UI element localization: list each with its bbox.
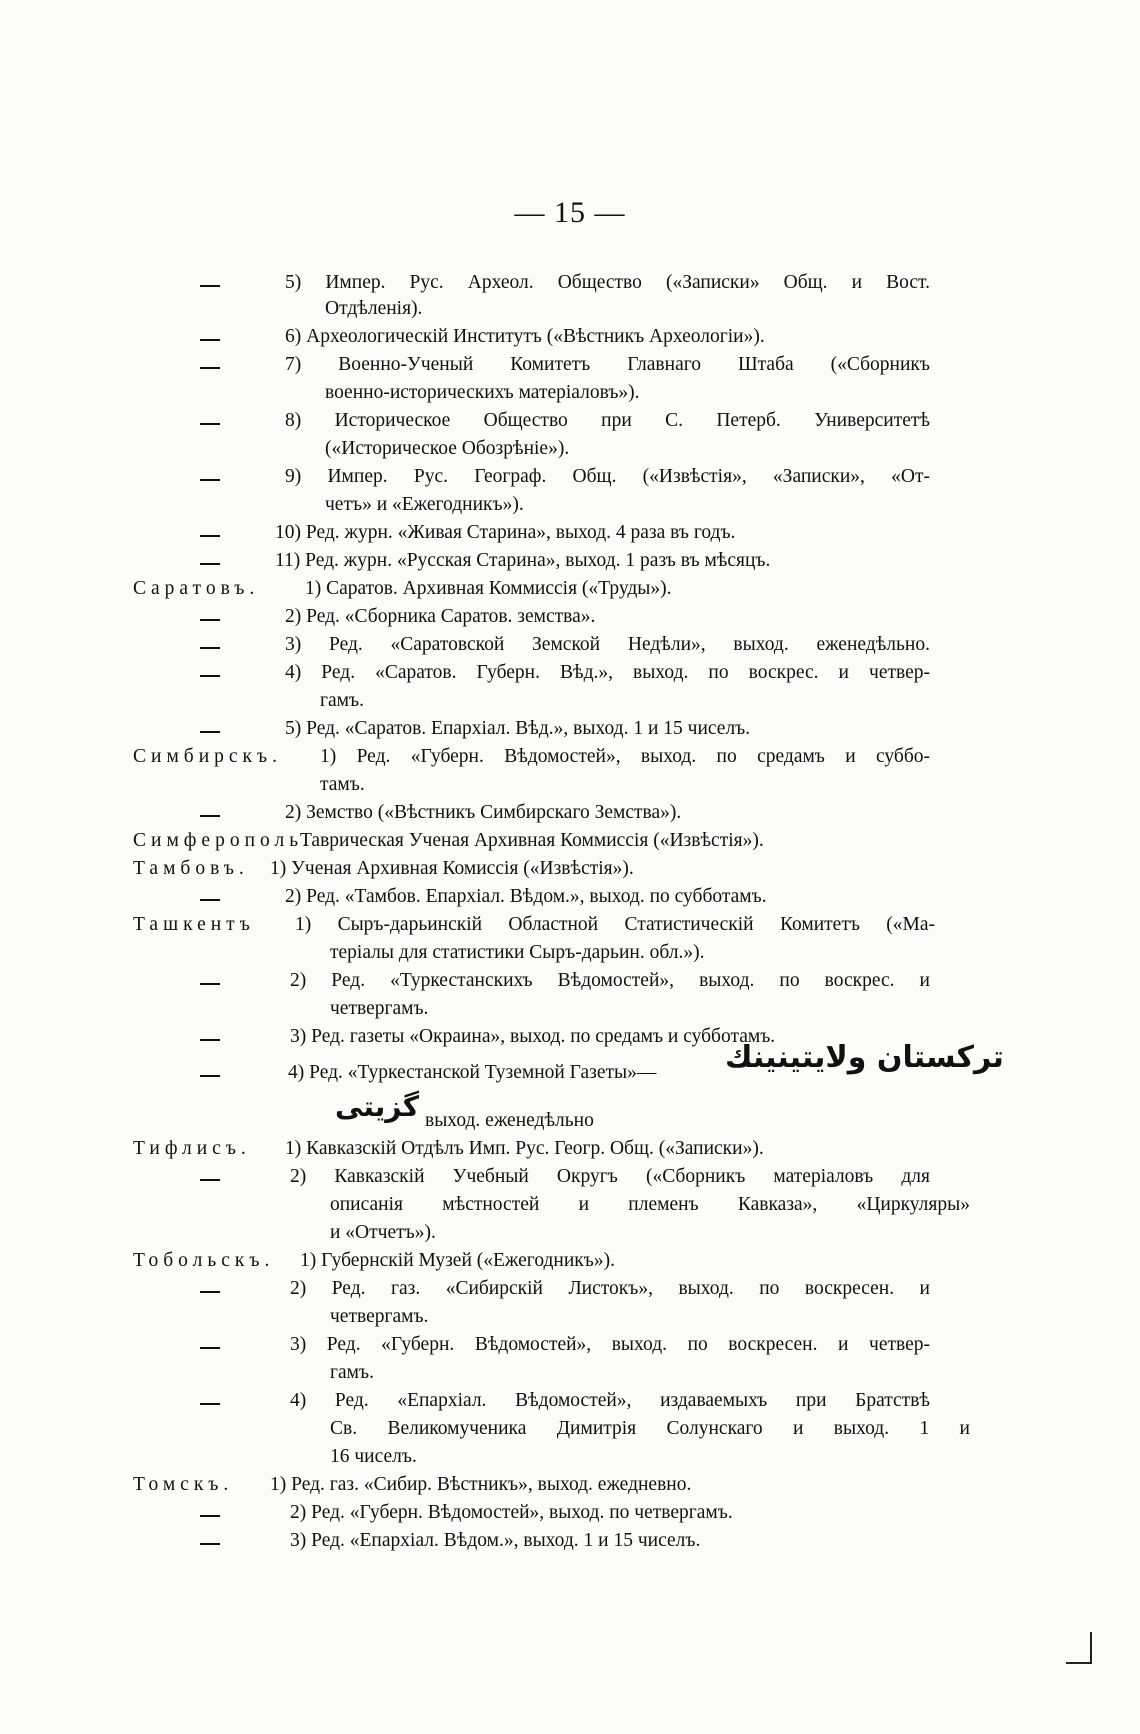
text-line: 4) Ред. «Туркестанской Туземной Газеты»— xyxy=(288,1062,657,1083)
text-line: 5) Ред. «Саратов. Епархіал. Вѣд.», выход. 1 и 15 чиселъ. xyxy=(285,718,751,739)
text-line: четъ» и «Ежегодникъ»). xyxy=(325,494,524,515)
em-dash-mark xyxy=(200,423,220,425)
text-line: четвергамъ. xyxy=(330,1306,429,1327)
em-dash-mark xyxy=(200,1179,220,1181)
text-line: теріалы для статистики Сыръ-дарьин. обл.»). xyxy=(330,942,705,963)
em-dash-mark xyxy=(200,731,220,733)
text-line: выход. еженедѣльно xyxy=(425,1110,594,1131)
text-line: 9) Импер. Рус. Географ. Общ. («Извѣстія», «Записки», «От- xyxy=(285,466,930,487)
text-line: 1) Кавказскій Отдѣлъ Имп. Рус. Геогр. Общ. («Записки»). xyxy=(285,1138,764,1159)
text-line: 2) Ред. «Туркестанскихъ Вѣдомостей», выход. по воскрес. и xyxy=(290,970,930,991)
text-line: 3) Ред. «Епархіал. Вѣдом.», выход. 1 и 15 чиселъ. xyxy=(290,1530,701,1551)
text-line: гамъ. xyxy=(330,1362,374,1383)
em-dash-mark xyxy=(200,339,220,341)
em-dash-mark xyxy=(200,479,220,481)
text-line: 1) Губернскій Музей («Ежегодникъ»). xyxy=(300,1250,615,1271)
text-line: 2) Земство («Вѣстникъ Симбирскаго Земства»). xyxy=(285,802,682,823)
city-heading: Томскъ. xyxy=(133,1474,234,1495)
text-line: («Историческое Обозрѣніе»). xyxy=(325,438,570,459)
city-heading: Симферополь. xyxy=(133,830,313,851)
text-line: Отдѣленія). xyxy=(325,298,423,319)
em-dash-mark xyxy=(200,647,220,649)
text-line: военно-историческихъ матеріаловъ»). xyxy=(325,382,640,403)
text-line: 1) Сыръ-дарьинскій Областной Статистическій Комитетъ («Ма- xyxy=(295,914,935,935)
em-dash-mark xyxy=(200,815,220,817)
text-line: 2) Кавказскій Учебный Округъ («Сборникъ матеріаловъ для xyxy=(290,1166,930,1187)
em-dash-mark xyxy=(200,1347,220,1349)
em-dash-mark xyxy=(200,563,220,565)
city-heading: Тифлисъ. xyxy=(133,1138,251,1159)
em-dash-mark xyxy=(200,1403,220,1405)
text-line: 10) Ред. журн. «Живая Старина», выход. 4 раза въ годъ. xyxy=(275,522,736,543)
text-line: 2) Ред. «Губерн. Вѣдомостей», выход. по четвергамъ. xyxy=(290,1502,733,1523)
text-line: 2) Ред. «Сборника Саратов. земства». xyxy=(285,606,596,627)
em-dash-mark xyxy=(200,675,220,677)
text-line: Св. Великомученика Димитрія Солунскаго и выход. 1 и xyxy=(330,1418,970,1439)
em-dash-mark xyxy=(200,983,220,985)
text-line: 4) Ред. «Епархіал. Вѣдомостей», издаваемыхъ при Братствѣ xyxy=(290,1390,930,1411)
text-line: 1) Ученая Архивная Комиссія («Извѣстія»). xyxy=(270,858,634,879)
em-dash-mark xyxy=(200,1075,220,1077)
em-dash-mark xyxy=(200,535,220,537)
text-line: 2) Ред. газ. «Сибирскій Листокъ», выход. по воскресен. и xyxy=(290,1278,930,1299)
city-heading: Саратовъ. xyxy=(133,578,260,599)
text-line: и «Отчетъ»). xyxy=(330,1222,436,1243)
text-line: 1) Ред. газ. «Сибир. Вѣстникъ», выход. ежедневно. xyxy=(270,1474,692,1495)
text-line: 1) Саратов. Архивная Коммиссія («Труды»). xyxy=(305,578,672,599)
text-line: четвергамъ. xyxy=(330,998,429,1019)
em-dash-mark xyxy=(200,619,220,621)
text-line: гамъ. xyxy=(320,690,364,711)
text-line: 6) Археологическій Институтъ («Вѣстникъ Археологіи»). xyxy=(285,326,765,347)
arabic-title-text: تركستان ولايتينينك xyxy=(725,1040,1004,1075)
text-line: 3) Ред. «Губерн. Вѣдомостей», выход. по воскресен. и четвер- xyxy=(290,1334,930,1355)
city-heading: Тамбовъ. xyxy=(133,858,249,879)
arabic-title-text-end: گزيتى xyxy=(335,1090,419,1123)
corner-crop-mark xyxy=(1066,1632,1092,1664)
text-line: описанія мѣстностей и племенъ Кавказа», «Циркуляры» xyxy=(330,1194,970,1215)
page-number: — 15 — xyxy=(514,196,626,229)
text-line: Таврическая Ученая Архивная Коммиссія («Извѣстія»). xyxy=(300,830,764,851)
city-heading: Ташкентъ xyxy=(133,914,255,935)
text-line: 8) Историческое Общество при С. Петерб. Университетѣ xyxy=(285,410,930,431)
text-line: 5) Импер. Рус. Археол. Общество («Записки» Общ. и Вост. xyxy=(285,272,930,293)
city-heading: Тобольскъ. xyxy=(133,1250,275,1271)
em-dash-mark xyxy=(200,1039,220,1041)
text-line: 11) Ред. журн. «Русская Старина», выход. 1 разъ въ мѣсяцъ. xyxy=(275,550,771,571)
em-dash-mark xyxy=(200,1291,220,1293)
text-line: 16 чиселъ. xyxy=(330,1446,417,1467)
text-line: 3) Ред. газеты «Окраина», выход. по средамъ и субботамъ. xyxy=(290,1026,776,1047)
text-line: 3) Ред. «Саратовской Земской Недѣли», выход. еженедѣльно. xyxy=(285,634,930,655)
em-dash-mark xyxy=(200,367,220,369)
text-line: 7) Военно-Ученый Комитетъ Главнаго Штаба («Сборникъ xyxy=(285,354,930,375)
em-dash-mark xyxy=(200,1543,220,1545)
city-heading: Симбирскъ. xyxy=(133,746,282,767)
em-dash-mark xyxy=(200,285,220,287)
em-dash-mark xyxy=(200,899,220,901)
text-line: 4) Ред. «Саратов. Губерн. Вѣд.», выход. по воскрес. и четвер- xyxy=(285,662,930,683)
text-line: 1) Ред. «Губерн. Вѣдомостей», выход. по средамъ и суббо- xyxy=(320,746,930,767)
text-line: тамъ. xyxy=(320,774,365,795)
text-line: 2) Ред. «Тамбов. Епархіал. Вѣдом.», выход. по субботамъ. xyxy=(285,886,767,907)
em-dash-mark xyxy=(200,1515,220,1517)
